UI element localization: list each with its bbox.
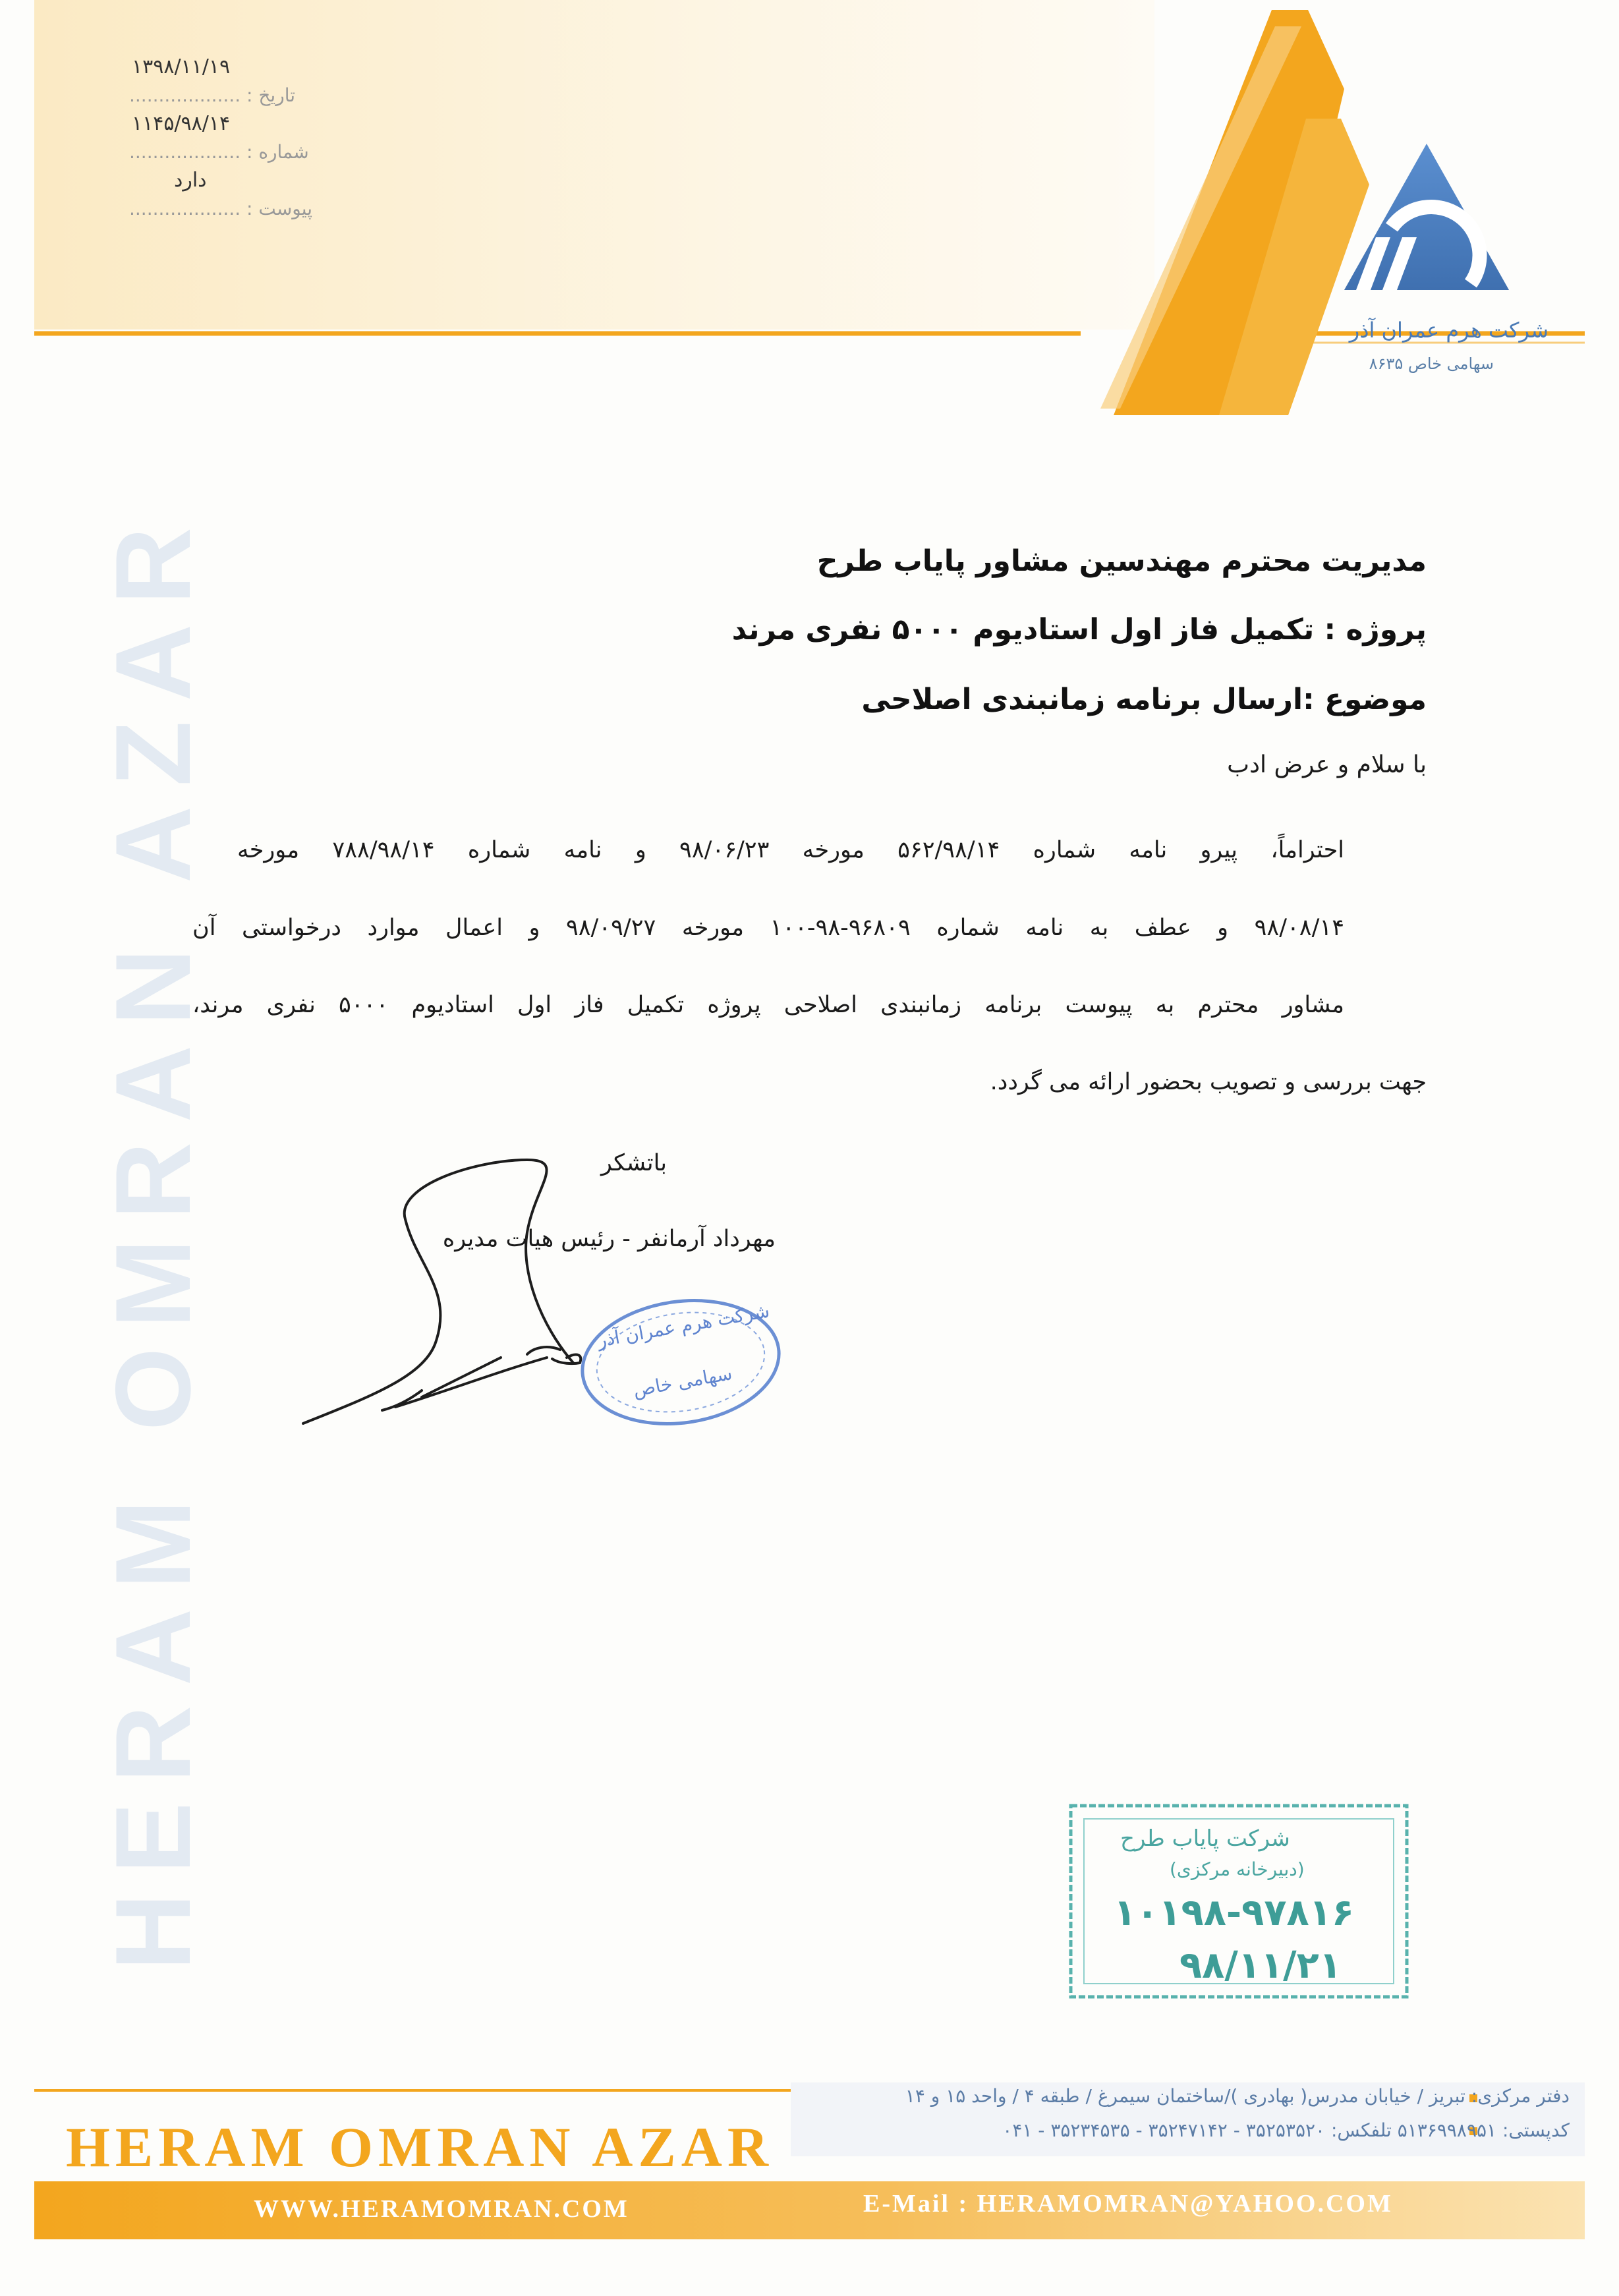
footer-address: دفتر مرکزی: تبریز / خیابان مدرس( بهادری )/ساختمان سیمرغ / طبقه ۴ / واحد ۱۵ و ۱۴ (905, 2085, 1570, 2107)
footer-website[interactable]: WWW.HERAMOMRAN.COM (254, 2195, 629, 2223)
signature-stroke (303, 1160, 573, 1423)
receipt-stamp-date: ۹۸/۱۱/۲۱ (1179, 1944, 1342, 1987)
signatory: مهرداد آرمانفر - رئیس هیات مدیره (442, 1226, 776, 1252)
body-line-1: احتراماً، پیرو نامه شماره ۵۶۲/۹۸/۱۴ مورخه ۹۸/۰۶/۲۳ و نامه شماره ۷۸۸/۹۸/۱۴ مورخه (237, 837, 1344, 863)
letter-subject: موضوع :ارسال برنامه زمانبندی اصلاحی (861, 683, 1427, 716)
receipt-stamp-number: ۱۰۱۹۸-۹۷۸۱۶ (1114, 1891, 1355, 1934)
closing: باتشکر (600, 1150, 667, 1176)
attachment-value: دارد (174, 169, 207, 192)
vertical-watermark: HERAM OMRAN AZAR (94, 507, 213, 1970)
date-label: تاریخ : ................... (129, 84, 296, 106)
company-seal-text-2: سهامی خاص (631, 1362, 734, 1401)
footer-brand: HERAM OMRAN AZAR (66, 2115, 774, 2179)
attachment-label: پیوست : ................... (129, 198, 313, 219)
body-line-4: جهت بررسی و تصویب بحضور ارائه می گردد. (990, 1069, 1427, 1095)
letter-project: پروژه : تکمیل فاز اول استادیوم ۵۰۰۰ نفری مرند (731, 613, 1427, 646)
company-seal-text-1: شرکت هرم عمران آذر (596, 1300, 772, 1352)
footer-phone: کدپستی: ۵۱۳۶۹۹۸۹۵۱ تلفکس: ۳۵۲۵۳۵۲۰ - ۳۵۲۴۷۱۴۲ - ۳۵۲۳۴۵۳۵ - ۰۴۱ (1002, 2119, 1570, 2141)
receipt-stamp-title: شرکت پایاب طرح (1120, 1825, 1290, 1852)
header-band (34, 0, 1154, 330)
letter-greeting: با سلام و عرض ادب (1227, 751, 1427, 778)
company-registration: سهامی خاص ۸۶۳۵ (1369, 355, 1494, 373)
number-label: شماره : ................... (129, 141, 309, 163)
date-value: ۱۳۹۸/۱۱/۱۹ (132, 55, 231, 78)
number-value: ۱۱۴۵/۹۸/۱۴ (132, 112, 231, 135)
receipt-stamp-subtitle: (دبیرخانه مرکزی) (1170, 1858, 1305, 1880)
company-name: شرکت هرم عمران آذر (1349, 318, 1548, 343)
letter-recipient: مدیریت محترم مهندسین مشاور پایاب طرح (816, 544, 1427, 578)
footer-email[interactable]: E-Mail : HERAMOMRAN@YAHOO.COM (863, 2190, 1393, 2218)
body-line-3: مشاور محترم به پیوست برنامه زمانبندی اصلاحی پروژه تکمیل فاز اول استادیوم ۵۰۰۰ نفری مرند، (192, 992, 1345, 1018)
body-line-2: ۹۸/۰۸/۱۴ و عطف به نامه شماره ۹۶۸۰۹-۹۸-۱۰۰ مورخه ۹۸/۰۹/۲۷ و اعمال موارد درخواستی آن (192, 915, 1344, 941)
